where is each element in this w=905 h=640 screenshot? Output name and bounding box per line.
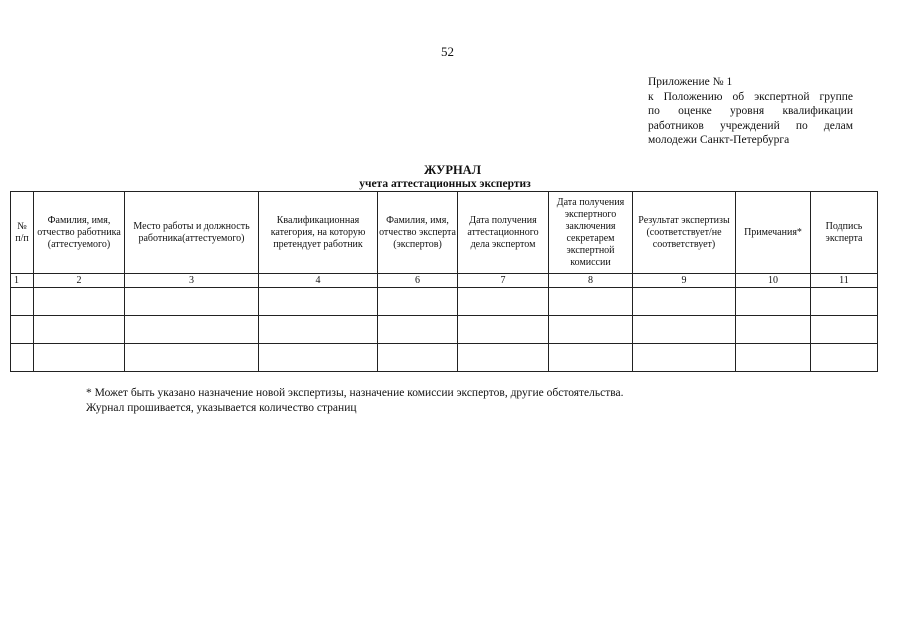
journal-subtitle: учета аттестационных экспертиз xyxy=(359,178,531,190)
empty-cell xyxy=(34,316,125,344)
empty-cell xyxy=(125,344,259,372)
column-number: 4 xyxy=(259,274,378,288)
table-row xyxy=(11,316,878,344)
empty-cell xyxy=(633,288,736,316)
footnote-line-1: * Может быть указано назначение новой экспертизы, назначение комиссии экспертов, другие обстоятельства. xyxy=(86,387,624,399)
header-cell: № п/п xyxy=(11,192,34,274)
column-number: 1 xyxy=(11,274,34,288)
appendix-line-5: молодежи Санкт-Петербурга xyxy=(648,134,790,146)
empty-cell xyxy=(811,344,878,372)
appendix-line-1: Приложение № 1 xyxy=(648,76,733,88)
empty-cell xyxy=(34,344,125,372)
header-cell: Результат экспертизы (соответствует/не соответствует) xyxy=(633,192,736,274)
table-row xyxy=(11,288,878,316)
empty-cell xyxy=(811,288,878,316)
footnote xyxy=(86,386,624,416)
empty-cell xyxy=(458,344,549,372)
empty-cell xyxy=(11,316,34,344)
footnote-line-2: Журнал прошивается, указывается количество страниц xyxy=(86,402,357,414)
empty-cell xyxy=(125,316,259,344)
journal-table xyxy=(10,191,878,372)
appendix-block xyxy=(648,75,853,148)
appendix-line-3: по оценке уровня квалификации xyxy=(648,105,853,117)
appendix-line-4: работников учреждений по делам xyxy=(648,119,853,132)
empty-cell xyxy=(378,344,458,372)
column-number: 8 xyxy=(549,274,633,288)
empty-cell xyxy=(633,344,736,372)
empty-cell xyxy=(259,316,378,344)
column-number: 2 xyxy=(34,274,125,288)
column-number: 3 xyxy=(125,274,259,288)
column-number: 6 xyxy=(378,274,458,288)
column-number: 7 xyxy=(458,274,549,288)
header-cell: Примечания* xyxy=(736,192,811,274)
empty-cell xyxy=(378,316,458,344)
table-header-row xyxy=(11,192,878,274)
empty-cell xyxy=(125,288,259,316)
empty-cell xyxy=(259,344,378,372)
empty-cell xyxy=(11,344,34,372)
empty-cell xyxy=(549,344,633,372)
empty-cell xyxy=(378,288,458,316)
empty-cell xyxy=(549,288,633,316)
journal-title: ЖУРНАЛ xyxy=(423,163,482,177)
empty-cell xyxy=(34,288,125,316)
empty-cell xyxy=(458,316,549,344)
empty-cell xyxy=(11,288,34,316)
column-number: 9 xyxy=(633,274,736,288)
page-number: 52 xyxy=(441,44,454,59)
empty-cell xyxy=(736,316,811,344)
header-cell: Подпись эксперта xyxy=(811,192,878,274)
header-cell: Дата получения экспертного заключения секретарем экспертной комиссии xyxy=(549,192,633,274)
empty-cell xyxy=(736,344,811,372)
empty-cell xyxy=(458,288,549,316)
header-cell: Фамилия, имя, отчество эксперта (экспертов) xyxy=(378,192,458,274)
header-cell: Фамилия, имя, отчество работника (аттестуемого) xyxy=(34,192,125,274)
header-cell: Квалификационная категория, на которую претендует работник xyxy=(259,192,378,274)
header-cell: Дата получения аттестационного дела экспертом xyxy=(458,192,549,274)
column-number: 11 xyxy=(811,274,878,288)
table-row xyxy=(11,344,878,372)
empty-cell xyxy=(259,288,378,316)
column-number-row xyxy=(11,274,878,288)
header-cell: Место работы и должность работника(аттестуемого) xyxy=(125,192,259,274)
appendix-line-2: к Положению об экспертной группе xyxy=(648,90,853,103)
empty-cell xyxy=(549,316,633,344)
column-number: 10 xyxy=(736,274,811,288)
empty-cell xyxy=(736,288,811,316)
empty-cell xyxy=(811,316,878,344)
empty-cell xyxy=(633,316,736,344)
